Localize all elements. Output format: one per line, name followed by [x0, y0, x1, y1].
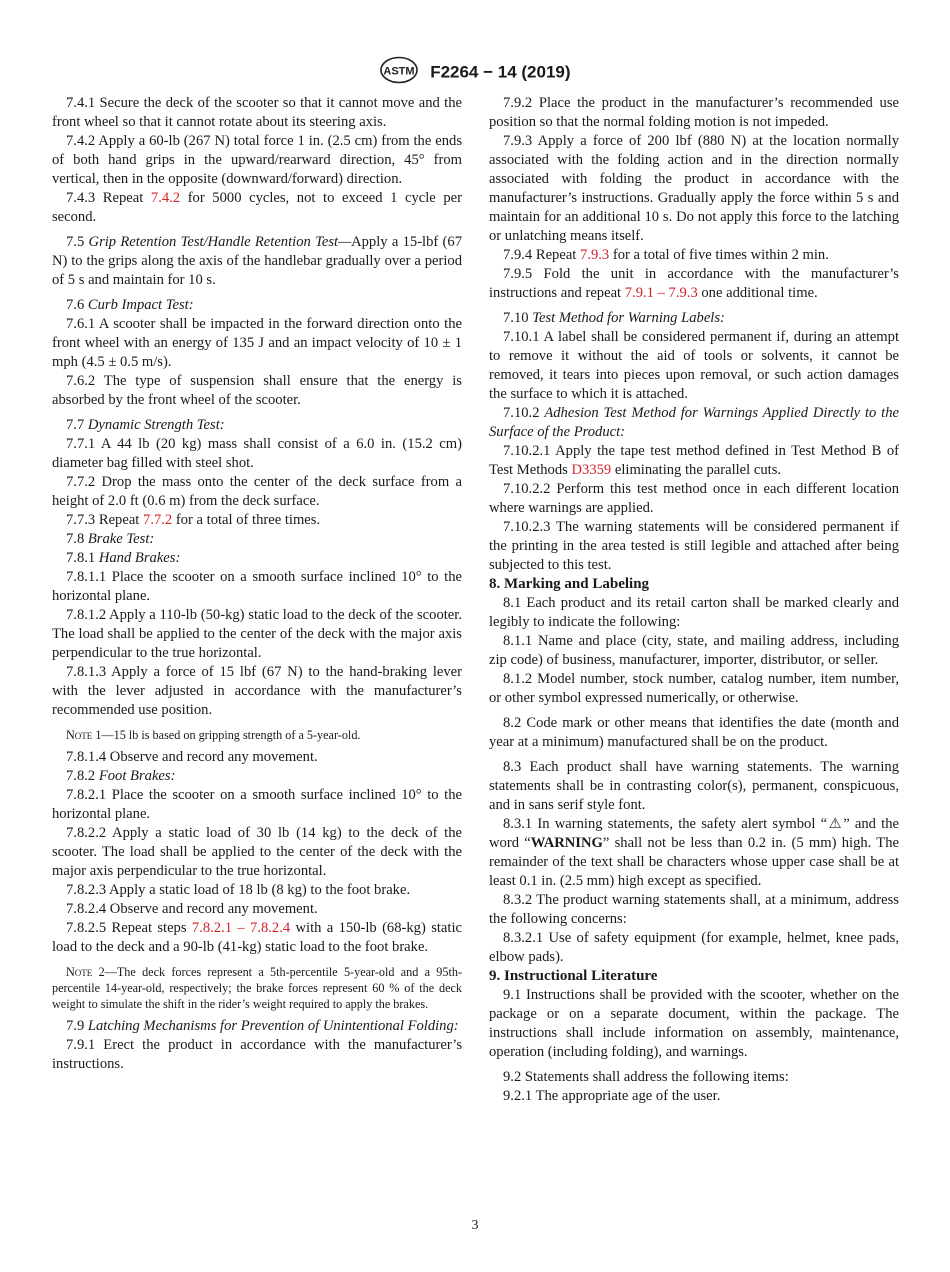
para-7-8-2-1: 7.8.2.1 Place the scooter on a smooth surface inclined 10° to the horizontal plane.	[52, 787, 462, 822]
section-heading: 9. Instructional Literature	[489, 968, 658, 984]
para-7-4-2: 7.4.2 Apply a 60-lb (267 N) total force 1 in. (2.5 cm) from the ends of both hand grips in the upward/rearward direction, 45° from vertical, then in the opposite (downward/forward) direction.	[52, 133, 462, 187]
para-7-8: 7.8 Brake Test:	[66, 531, 155, 547]
para-9-2: 9.2 Statements shall address the following items:	[503, 1069, 789, 1085]
para-7-8-1-4: 7.8.1.4 Observe and record any movement.	[66, 749, 318, 765]
para-7-8-2-3: 7.8.2.3 Apply a static load of 18 lb (8 kg) to the foot brake.	[66, 882, 411, 898]
para-9-2-1: 9.2.1 The appropriate age of the user.	[503, 1088, 721, 1104]
left-column	[52, 94, 462, 1074]
para-7-10-2-2: 7.10.2.2 Perform this test method once in each different location where warnings are applied.	[489, 481, 899, 516]
logo-text: ASTM	[383, 65, 416, 78]
ref-link[interactable]: 7.4.2	[150, 190, 181, 206]
para-7-10-1: 7.10.1 A label shall be considered permanent if, during an attempt to remove it without the aid of tools or solvents, it cannot be removed, it tears into pieces upon removal, or such action damages the surface to which it is attached.	[489, 329, 899, 402]
para-7-8-2-5: 7.8.2.5 Repeat steps 7.8.2.1 – 7.8.2.4 with a 150-lb (68-kg) static load to the deck and a 90-lb (41-kg) static load to the foot brake.	[52, 920, 462, 955]
para-7-8-2: 7.8.2 Foot Brakes:	[66, 768, 176, 784]
page-number: 3	[471, 1218, 479, 1233]
para-7-7-3: 7.7.3 Repeat 7.7.2 for a total of three times.	[66, 512, 321, 528]
para-7-8-2-4: 7.8.2.4 Observe and record any movement.	[66, 901, 318, 917]
para-7-9-2: 7.9.2 Place the product in the manufacturer’s recommended use position so that the normal folding motion is not impeded.	[489, 95, 899, 130]
para-8-3-2: 8.3.2 The product warning statements shall, at a minimum, address the following concerns:	[489, 892, 899, 927]
astm-logo-icon	[379, 56, 419, 89]
note-1: Note 1—15 lb is based on gripping strength of a 5-year-old.	[66, 728, 361, 742]
para-7-5: 7.5 Grip Retention Test/Handle Retention Test—Apply a 15-lbf (67 N) to the grips along the axis of the handlebar gradually over a period of 5 s and maintain for 10 s.	[52, 234, 462, 288]
para-8-3: 8.3 Each product shall have warning statements. The warning statements shall be in contrasting color(s), permanent, conspicuous, and in sans serif style font.	[489, 759, 899, 813]
para-7-8-1-1: 7.8.1.1 Place the scooter on a smooth surface inclined 10° to the horizontal plane.	[52, 569, 462, 604]
ref-link[interactable]: 7.7.2	[143, 512, 173, 528]
para-7-10-2-1: 7.10.2.1 Apply the tape test method defined in Test Method B of Test Methods D3359 eliminating the parallel cuts.	[489, 443, 899, 478]
para-7-10-2-3: 7.10.2.3 The warning statements will be considered permanent if the printing in the area tested is still legible and attached after being subjected to this test.	[489, 519, 899, 573]
para-8-3-1: 8.3.1 In warning statements, the safety alert symbol “⚠” and the word “WARNING” shall not be less than 0.2 in. (5 mm) high. The remainder of the text shall be characters whose upper case shall be at least 0.1 in. (2.5 mm) high except as specified.	[489, 816, 899, 889]
para-7-7-2: 7.7.2 Drop the mass onto the center of the deck surface from a height of 2.0 ft (0.6 m) from the deck surface.	[52, 474, 462, 509]
para-8-3-2-1: 8.3.2.1 Use of safety equipment (for example, helmet, knee pads, elbow pads).	[489, 930, 899, 965]
designation: F2264 − 14 (2019)	[430, 62, 571, 82]
para-8-1-1: 8.1.1 Name and place (city, state, and mailing address, including zip code) of business, manufacturer, importer, distributor, or seller.	[489, 633, 899, 668]
para-7-9: 7.9 Latching Mechanisms for Prevention of Unintentional Folding:	[66, 1018, 459, 1034]
para-8-1-2: 8.1.2 Model number, stock number, catalog number, item number, or other symbol expressed numerically, or otherwise.	[489, 671, 899, 706]
ref-link[interactable]: 7.9.3	[580, 247, 610, 263]
para-7-6-2: 7.6.2 The type of suspension shall ensure that the energy is absorbed by the front wheel of the scooter.	[52, 373, 462, 408]
para-7-6-1: 7.6.1 A scooter shall be impacted in the forward direction onto the front wheel with an energy of 135 J and an impact velocity of 10 ± 1 mph (4.5 ± 0.5 m/s).	[52, 316, 462, 370]
para-7-4-3: 7.4.3 Repeat 7.4.2 for 5000 cycles, not to exceed 1 cycle per second.	[52, 190, 462, 225]
para-7-9-3: 7.9.3 Apply a force of 200 lbf (880 N) at the location normally associated with the folding action and in the direction normally associated with folding the product in accordance with the manufacturer’s instructions. Gradually apply the force within 5 s and maintain for an additional 10 s. Do not apply this force to the latching or unlatching means itself.	[489, 133, 899, 244]
page-header	[0, 56, 950, 89]
para-7-9-5: 7.9.5 Fold the unit in accordance with the manufacturer’s instructions and repeat 7.9.1 – 7.9.3 one additional time.	[489, 266, 899, 301]
para-8-2: 8.2 Code mark or other means that identifies the date (month and year at a minimum) manufactured shall be on the product.	[489, 715, 899, 750]
para-7-8-1-3: 7.8.1.3 Apply a force of 15 lbf (67 N) to the hand-braking lever with the lever adjusted in accordance with the manufacturer’s recommended use position.	[52, 664, 462, 718]
para-7-8-2-2: 7.8.2.2 Apply a static load of 30 lb (14 kg) to the deck of the scooter. The load shall be applied to the center of the deck with the major axis perpendicular to the true horizontal.	[52, 825, 462, 879]
para-7-7-1: 7.7.1 A 44 lb (20 kg) mass shall consist of a 6.0 in. (15.2 cm) diameter bag filled with steel shot.	[52, 436, 462, 471]
ref-link[interactable]: 7.9.1 – 7.9.3	[624, 285, 698, 301]
para-7-8-1: 7.8.1 Hand Brakes:	[66, 550, 181, 566]
para-7-8-1-2: 7.8.1.2 Apply a 110-lb (50-kg) static load to the deck of the scooter. The load shall be applied to the center of the deck with the major axis perpendicular to the true horizontal.	[52, 607, 462, 661]
para-7-7: 7.7 Dynamic Strength Test:	[66, 417, 225, 433]
para-7-10-2: 7.10.2 Adhesion Test Method for Warnings Applied Directly to the Surface of the Product:	[489, 405, 899, 440]
para-7-6: 7.6 Curb Impact Test:	[66, 297, 194, 313]
para-7-9-4: 7.9.4 Repeat 7.9.3 for a total of five times within 2 min.	[503, 247, 829, 263]
para-7-4-1: 7.4.1 Secure the deck of the scooter so that it cannot move and the front wheel so that it cannot rotate about its steering axis.	[52, 95, 462, 130]
para-9-1: 9.1 Instructions shall be provided with the scooter, whether on the package or on a separate document, within the package. The instructions shall include information on assembly, maintenance, operation (including folding), and warnings.	[489, 987, 899, 1060]
para-8-1: 8.1 Each product and its retail carton shall be marked clearly and legibly to indicate the following:	[489, 595, 899, 630]
para-7-9-1: 7.9.1 Erect the product in accordance with the manufacturer’s instructions.	[52, 1037, 462, 1072]
para-7-10: 7.10 Test Method for Warning Labels:	[503, 310, 725, 326]
right-column	[489, 94, 899, 1106]
ref-link[interactable]: D3359	[571, 462, 612, 478]
note-2: Note 2—The deck forces represent a 5th-percentile 5-year-old and a 95th-percentile 14-year-old, respectively; the brake forces represent 60 % of the deck weight to simulate the shift in the rider’s weight required to apply the brakes.	[52, 965, 463, 1011]
section-heading: 8. Marking and Labeling	[489, 576, 650, 592]
ref-link[interactable]: 7.8.2.1 – 7.8.2.4	[191, 920, 291, 936]
